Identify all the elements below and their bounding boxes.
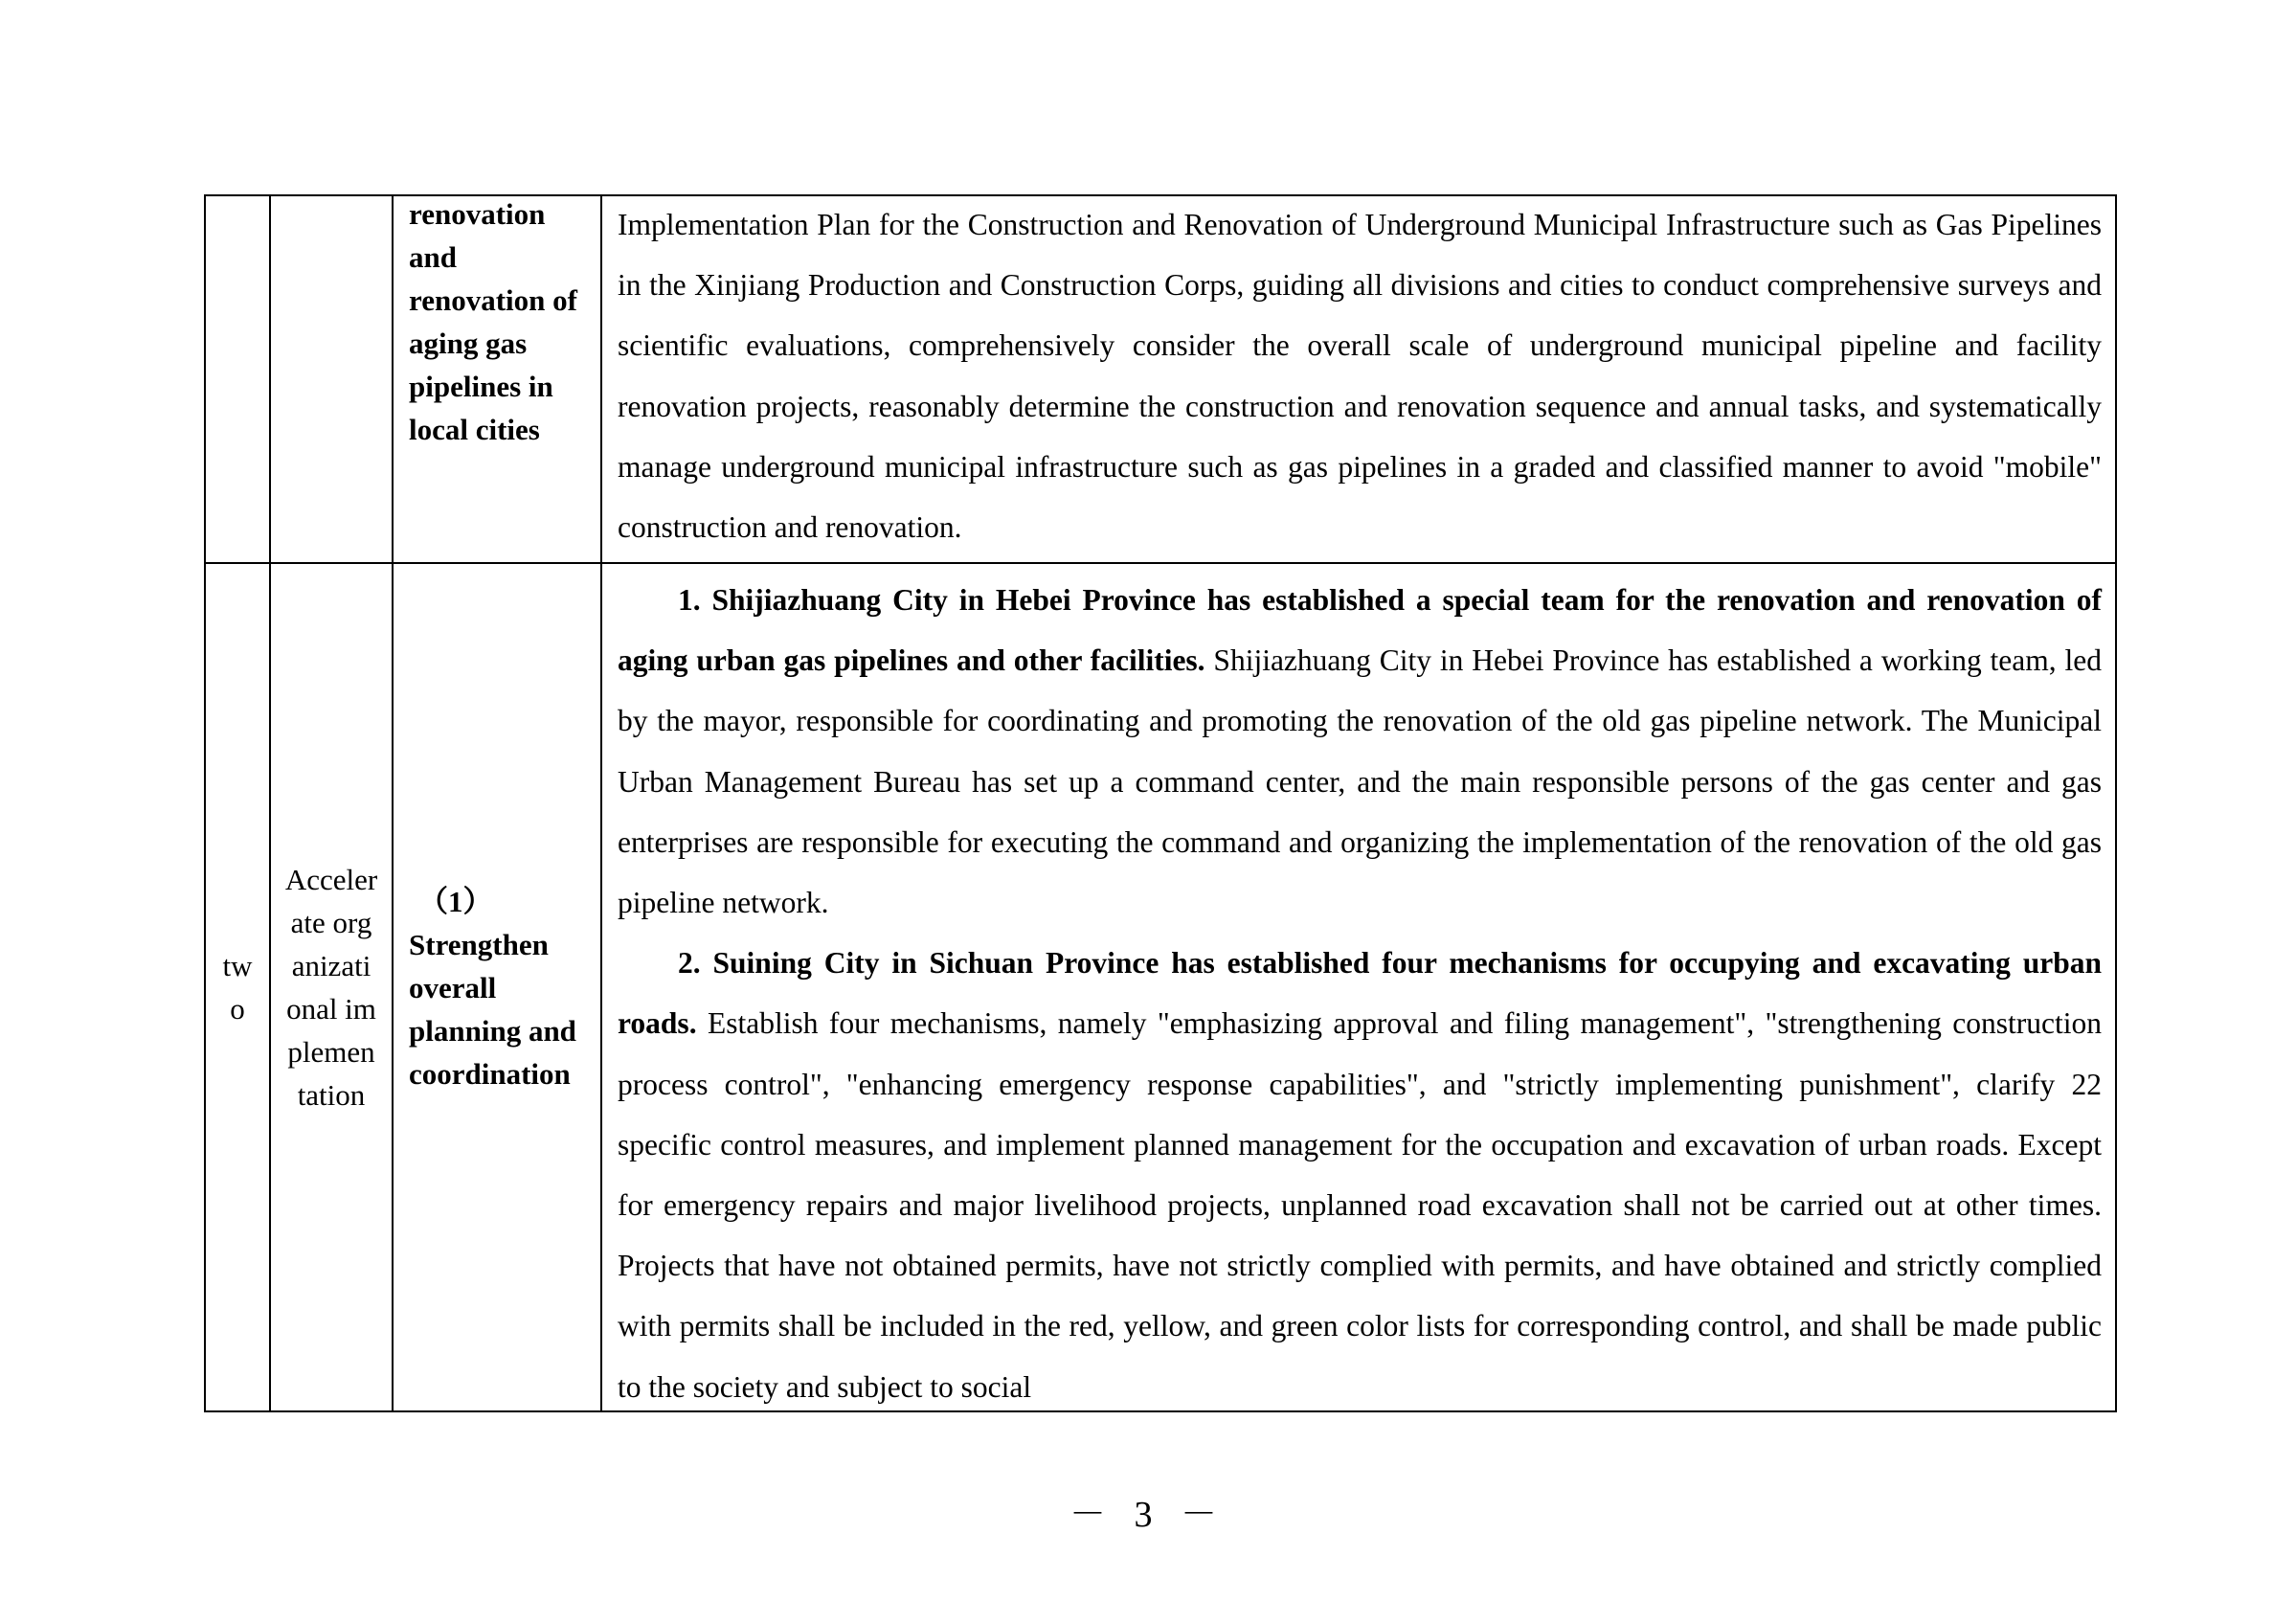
row2-index-text: two [222,949,253,1026]
row2-paragraph-2 [618,933,2102,1410]
row2-title-cell [393,563,601,1411]
row2-content-clip [602,564,2115,1410]
row1-content-text: Implementation Plan for the Construction and Renovation of Underground Municipal Infrastructure such as Gas Pipelines in the Xinjiang Production and Construction Corps, guiding all divisions and cities to conduct comprehensive surveys and scientific evaluations, comprehensively consider the overall scale of underground municipal pipeline and facility renovation projects, reasonably determine the construction and renovation sequence and annual tasks, and systematically manage underground municipal infrastructure such as gas pipelines in a graded and classified manner to avoid "mobile" construction and renovation. [618,208,2102,545]
row2-index-cell [205,563,270,1411]
row1-title-cell [393,195,601,563]
row2-paragraph-1-text: Shijiazhuang City in Hebei Province has established a working team, led by the mayor, responsible for coordinating and promoting the renovation of the old gas pipeline network. The Municipal Urban Management Bureau has set up a command center, and the main responsible persons of the gas center and gas enterprises are responsible for executing the command and organizing the implementation of the renovation of the old gas pipeline network. [618,643,2102,920]
row2-title-block [394,880,600,1095]
row1-category-cell [270,195,393,563]
row2-paragraph-1 [618,570,2102,933]
row1-content-cell [601,195,2116,563]
row2-category-text: Accelerate organizational implementation [284,863,378,1112]
row2-paragraph-2-heading: 2. Suining City in Sichuan Province has established four mechanisms for occupying and excavating urban roads. [618,946,2102,1041]
table-row [205,563,2116,1411]
table-row [205,195,2116,563]
row1-title-text: renovation and renovation of aging gas pipelines in local cities [409,197,577,446]
row1-index-cell [205,195,270,563]
row2-paragraph-2-text: Establish four mechanisms, namely "emphasizing approval and filing management", "strengthening construction process control", "enhancing emergency response capabilities", and "strictly implementing punishment", clarify 22 specific control measures, and implement planned management for the occupation and excavation of urban roads. Except for emergency repairs and major livelihood projects, unplanned road excavation shall not be carried out at other times. Projects that have not obtained permits, have not strictly complied with permits, and have obtained and strictly complied with permits shall be included in the red, yellow, and green color lists for corresponding control, and shall be made public to the society and subject to social [618,1006,2102,1404]
row2-content-cell [601,563,2116,1411]
page-number: － 3 － [1069,1495,1227,1535]
row2-content-body [602,570,2115,1410]
row2-category-cell [270,563,393,1411]
row2-paragraph-1-heading: 1. Shijiazhuang City in Hebei Province has established a special team for the renovation and renovation of aging urban gas pipelines and other facilities. [618,583,2102,678]
row2-title-number: （1） [418,884,493,918]
document-table [204,194,2117,1412]
row2-title-text: Strengthen overall planning and coordination [409,927,576,1091]
